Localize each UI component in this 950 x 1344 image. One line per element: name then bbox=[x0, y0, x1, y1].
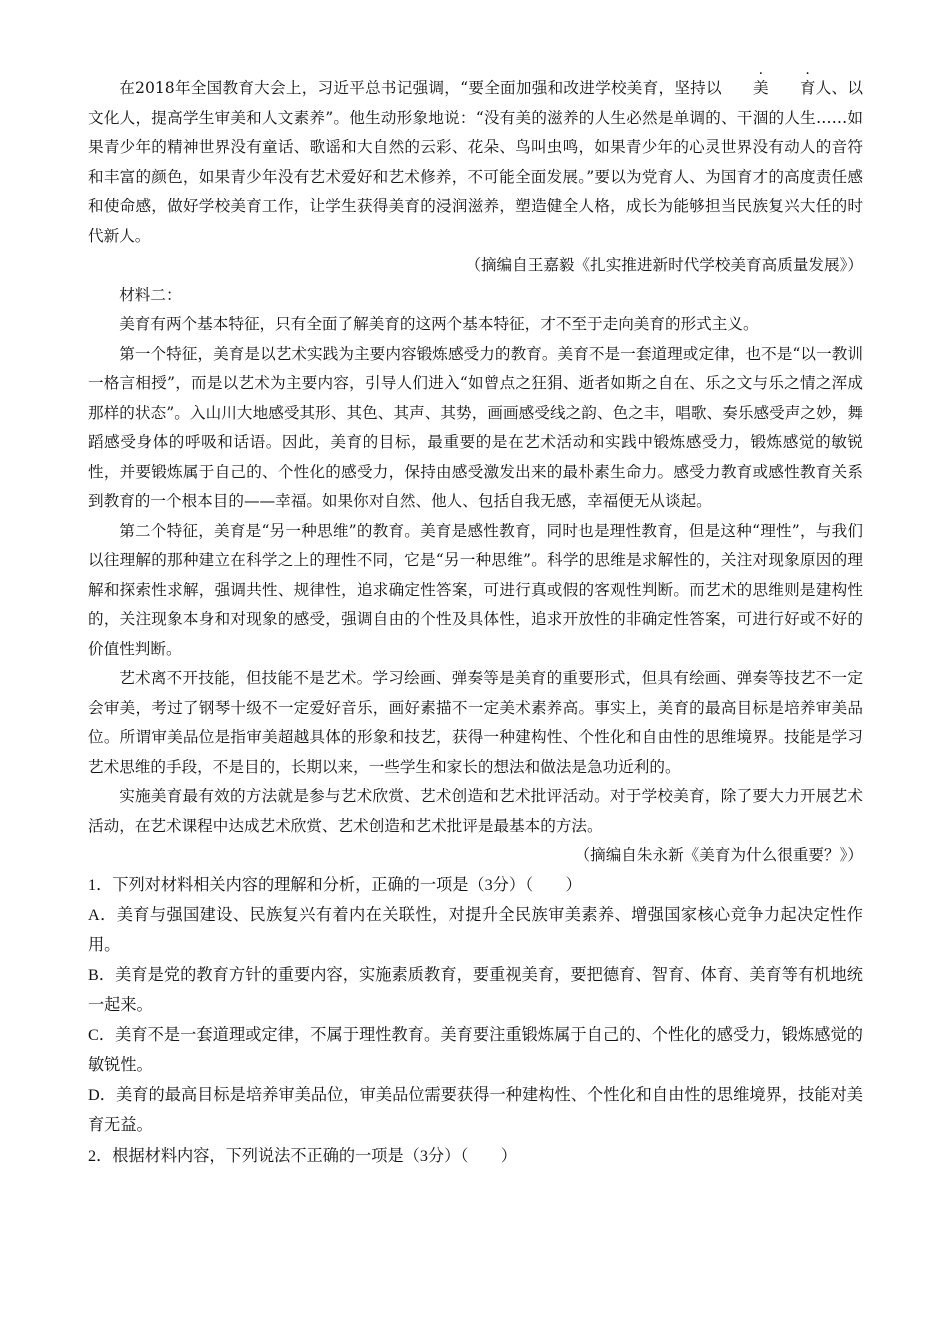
question-stem: 1．下列对材料相关内容的理解和分析，正确的一项是（3分）（ ） bbox=[88, 875, 582, 894]
material-two bbox=[88, 281, 863, 871]
emphasis-mark: 育 bbox=[799, 79, 816, 97]
material-two-source: （摘编自朱永新《美育为什么很重要？》） bbox=[574, 846, 863, 864]
question-2 bbox=[88, 1142, 863, 1172]
material-two-paragraph-5: 实施美育最有效的方法就是参与艺术欣赏、艺术创造和艺术批评活动。对于学校美育，除了要大力开展艺术活动，在艺术课程中达成艺术欣赏、艺术创造和艺术批评是最基本的方法。 bbox=[88, 787, 863, 835]
option-d[interactable]: D．美育的最高目标是培养审美品位，审美品位需要获得一种建构性、个性化和自由性的思维境界，技能对美育无益。 bbox=[88, 1086, 863, 1134]
option-a[interactable]: A．美育与强国建设、民族复兴有着内在关联性，对提升全民族审美素养、增强国家核心竞争力起决定性作用。 bbox=[88, 906, 863, 954]
option-b[interactable]: B．美育是党的教育方针的重要内容，实施素质教育，要重视美育，要把德育、智育、体育、美育等有机地统一起来。 bbox=[88, 966, 863, 1014]
material-two-paragraph-1: 美育有两个基本特征，只有全面了解美育的这两个基本特征，才不至于走向美育的形式主义。 bbox=[119, 315, 759, 333]
emphasis-mark: 美 bbox=[753, 79, 769, 97]
material-one-paragraph: 在2018年全国教育大会上，习近平总书记强调，“要全面加强和改进学校美育，坚持以 美 育人、以文化人，提高学生审美和人文素养”。他生动形象地说：“没有美的滋养的人生必然是单调的、干涸的人生……如果青少年的精神世界没有童话、歌谣和大自然的云彩、花朵、鸟叫虫鸣，如果青少年的心灵世界没有动人的音符和丰富的颜色，如果青少年没有艺术爱好和艺术修养，不可能全面发展。”要以为党育人、为国育才的高度责任感和使命感，做好学校美育工作，让学生获得美育的浸润滋养，塑造健全人格，成长为能够担当民族复兴大任的时代新人。 bbox=[88, 74, 863, 251]
option-c[interactable]: C．美育不是一套道理或定律，不属于理性教育。美育要注重锻炼属于自己的、个性化的感受力，锻炼感觉的敏锐性。 bbox=[88, 1026, 863, 1074]
question-1 bbox=[88, 871, 863, 1141]
question-stem: 2．根据材料内容，下列说法不正确的一项是（3分）（ ） bbox=[88, 1147, 517, 1165]
exam-page bbox=[88, 74, 863, 1172]
material-two-paragraph-3: 第二个特征，美育是“另一种思维”的教育。美育是感性教育，同时也是理性教育，但是这种“理性”，与我们以往理解的那种建立在科学之上的理性不同，它是“另一种思维”。科学的思维是求解性的，关注对现象原因的理解和探索性求解，强调共性、规律性，追求确定性答案，可进行真或假的客观性判断。而艺术的思维则是建构性的，关注现象本身和对现象的感受，强调自由的个性及具体性，追求开放性的非确定性答案，可进行好或不好的价值性判断。 bbox=[88, 521, 863, 658]
material-two-paragraph-4: 艺术离不开技能，但技能不是艺术。学习绘画、弹奏等是美育的重要形式，但具有绘画、弹奏等技艺不一定会审美，考过了钢琴十级不一定爱好音乐，画好素描不一定美术素养高。事实上，美育的最高目标是培养审美品位。所谓审美品位是指审美超越具体的形象和技艺，获得一种建构性、个性化和自由性的思维境界。技能是学习艺术思维的手段，不是目的，长期以来，一些学生和家长的想法和做法是急功近利的。 bbox=[88, 669, 863, 776]
material-one bbox=[88, 74, 863, 281]
material-two-heading: 材料二： bbox=[119, 285, 182, 304]
material-two-paragraph-2: 第一个特征，美育是以艺术实践为主要内容锻炼感受力的教育。美育不是一套道理或定律，也不是“以一教训一格言相授”，而是以艺术为主要内容，引导人们进入“如曾点之狂狷、逝者如斯之自在、乐之文与乐之情之浑成那样的状态”。入山川大地感受其形、其色、其声、其势，画画感受线之韵、色之丰，唱歌、奏乐感受声之妙，舞蹈感受身体的呼吸和话语。因此，美育的目标，最重要的是在艺术活动和实践中锻炼感受力，锻炼感觉的敏锐性，并要锻炼属于自己的、个性化的感受力，保持由感受激发出来的最朴素生命力。感受力教育或感性教育关系到教育的一个根本目的——幸福。如果你对自然、他人、包括自我无感，幸福便无从谈起。 bbox=[88, 344, 863, 510]
material-one-source: （摘编自王嘉毅《扎实推进新时代学校美育高质量发展》） bbox=[465, 256, 863, 274]
